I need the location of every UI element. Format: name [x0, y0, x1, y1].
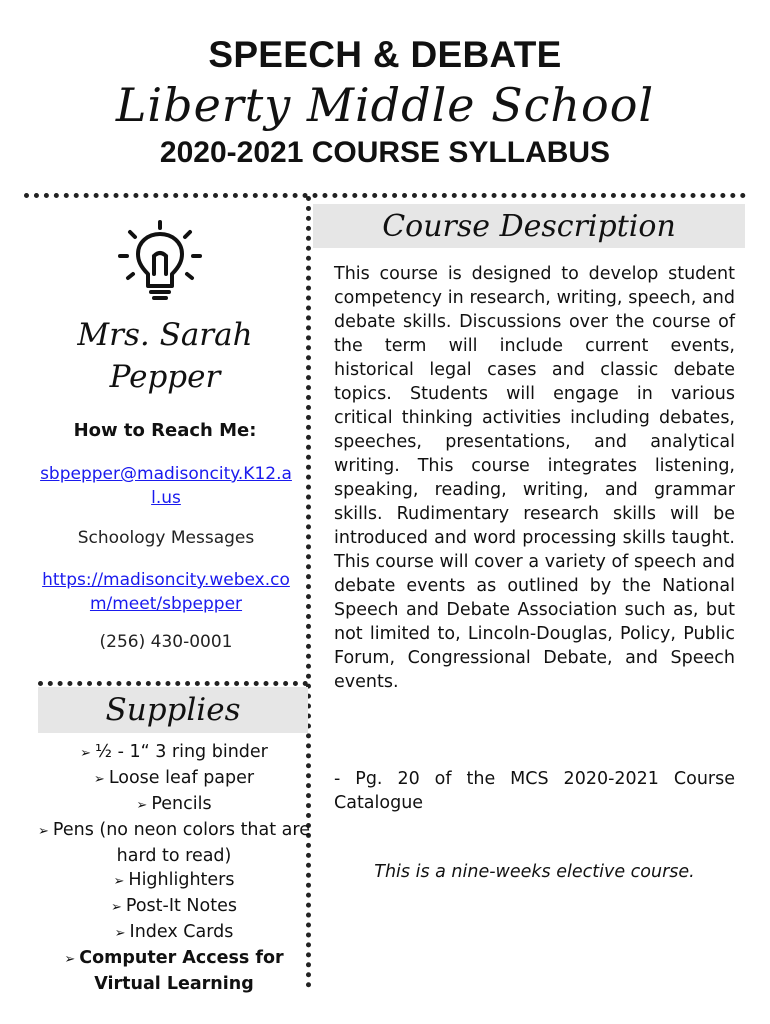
course-description: This course is designed to develop student competency in research, writing, speech, and debate skills. Discussions over the course of the term will include current events, historical legal cases and classic debate topics. Students will engage in various critical thinking activities including debates, speeches, presentations, and analytical writing. This course integrates listening, speaking, reading, writing, and grammar skills. Rudimentary research skills will be introduced and word processing skills taught. This course will cover a variety of speech and debate events as outlined by the National Speech and Debate Association such as, but not limited to, Lincoln-Douglas, Policy, Public Forum, Congressional Debate, and Speech events.: [334, 264, 735, 692]
supply-item: [36, 868, 312, 894]
supply-item: [36, 766, 312, 792]
course-description-heading: Course Description: [313, 204, 745, 248]
syllabus-title: 2020-2021 COURSE SYLLABUS: [159, 136, 611, 169]
supply-item-label: ½ - 1“ 3 ring binder: [95, 742, 268, 762]
supply-item-label: Highlighters: [128, 870, 235, 890]
arrow-bullet-icon: ➢: [114, 926, 126, 941]
arrow-bullet-icon: ➢: [111, 900, 122, 915]
arrow-bullet-icon: ➢: [93, 772, 105, 787]
arrow-bullet-icon: ➢: [80, 746, 92, 761]
supply-item: [36, 894, 312, 920]
elective-note: This is a nine-weeks elective course.: [374, 862, 695, 882]
supplies-dotted-divider: [38, 681, 308, 686]
supply-item-label: Computer Access for Virtual Learning: [79, 948, 284, 994]
supply-item: [36, 740, 312, 766]
teacher-name: Mrs. Sarah Pepper: [77, 317, 253, 395]
school-name: Liberty Middle School: [115, 78, 655, 132]
lightbulb-icon: [118, 220, 202, 304]
supply-item-label: Post-It Notes: [125, 896, 237, 916]
catalogue-source: - Pg. 20 of the MCS 2020-2021 Course Catalogue: [334, 769, 735, 813]
schoology-messages: Schoology Messages: [77, 528, 255, 548]
supply-item-label: Pencils: [151, 794, 212, 814]
arrow-bullet-icon: ➢: [64, 952, 76, 967]
page-title: SPEECH & DEBATE: [208, 34, 562, 75]
arrow-bullet-icon: ➢: [38, 824, 49, 839]
supply-item: [36, 792, 312, 818]
arrow-bullet-icon: ➢: [136, 798, 148, 813]
webex-link[interactable]: https://madisoncity.webex.com/meet/sbpepper: [42, 570, 290, 614]
arrow-bullet-icon: ➢: [113, 874, 125, 889]
supplies-list: [36, 740, 312, 996]
supply-item: [36, 818, 312, 868]
top-dotted-divider: [24, 193, 746, 198]
supply-item-label: Loose leaf paper: [108, 768, 255, 788]
email-link[interactable]: sbpepper@madisoncity.K12.al.us: [40, 464, 292, 508]
supply-item-label: Pens (no neon colors that are hard to read): [52, 820, 310, 866]
supply-item: [36, 920, 312, 946]
contact-heading: How to Reach Me:: [73, 420, 257, 441]
supply-item: [36, 946, 312, 996]
phone-number: (256) 430-0001: [99, 632, 233, 652]
supply-item-label: Index Cards: [129, 922, 234, 942]
supplies-heading: Supplies: [38, 687, 308, 733]
